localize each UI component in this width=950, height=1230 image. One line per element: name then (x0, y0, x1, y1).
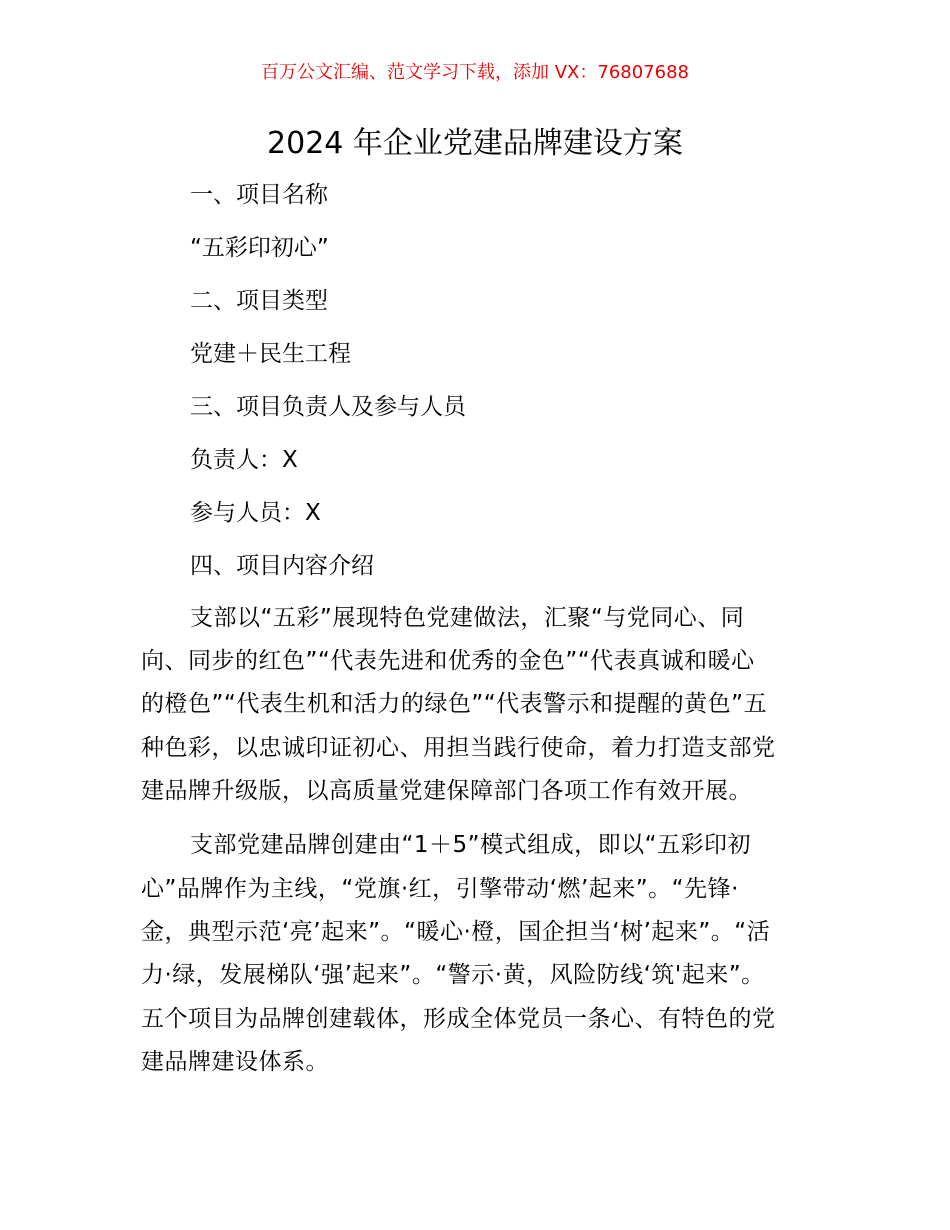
paragraph-line: 建品牌建设体系。 (141, 1049, 329, 1075)
section-heading-content: 四、项目内容介绍 (190, 553, 374, 579)
participants: 参与人员：X (190, 500, 321, 526)
section-heading-personnel: 三、项目负责人及参与人员 (190, 394, 466, 420)
project-type-value: 党建＋民生工程 (190, 341, 351, 367)
paragraph-line: 向、同步的红色”“代表先进和优秀的金色”“代表真诚和暖心 (141, 648, 755, 674)
watermark-header: 百万公文汇编、范文学习下载，添加 VX：76807688 (261, 62, 689, 83)
paragraph-line: 心”品牌作为主线，“党旗·红，引擎带动‘燃’起来”。“先锋· (141, 876, 739, 902)
document-title: 2024 年企业党建品牌建设方案 (267, 126, 683, 161)
paragraph-line: 的橙色”“代表生机和活力的绿色”“代表警示和提醒的黄色”五 (141, 691, 768, 717)
paragraph-line: 支部党建品牌创建由“1＋5”模式组成，即以“五彩印初 (190, 832, 752, 858)
paragraph-line: 支部以“五彩”展现特色党建做法，汇聚“与党同心、同 (190, 605, 745, 631)
paragraph-line: 力·绿，发展梯队‘强’起来”。“警示·黄，风险防线‘筑'起来”。 (141, 962, 765, 988)
lead-person: 负责人：X (190, 447, 298, 473)
paragraph-line: 建品牌升级版，以高质量党建保障部门各项工作有效开展。 (141, 778, 752, 804)
project-name-value: “五彩印初心” (190, 235, 329, 261)
paragraph-line: 种色彩，以忠诚印证初心、用担当践行使命，着力打造支部党 (141, 735, 776, 761)
section-heading-project-type: 二、项目类型 (190, 288, 328, 314)
paragraph-line: 金，典型示范‘亮’起来”。“暖心·橙，国企担当‘树’起来”。“活 (141, 919, 771, 945)
section-heading-project-name: 一、项目名称 (190, 182, 328, 208)
paragraph-line: 五个项目为品牌创建载体，形成全体党员一条心、有特色的党 (141, 1006, 776, 1032)
